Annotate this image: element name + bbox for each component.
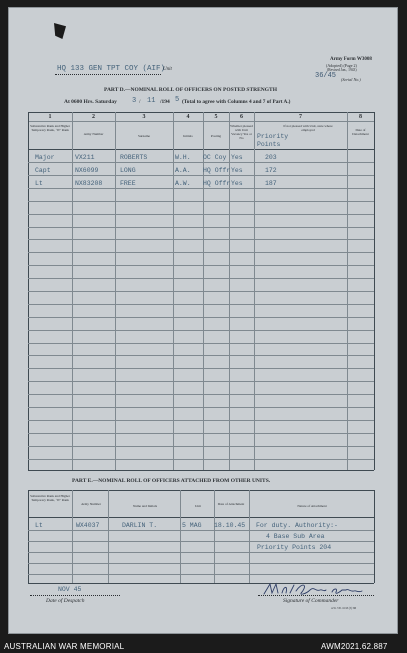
part-e-row-rule bbox=[28, 530, 374, 531]
part-d-row-rule bbox=[28, 368, 374, 369]
part-d-column-divider bbox=[374, 112, 375, 470]
row2-initials: A.A. bbox=[175, 167, 191, 174]
form-title: Army Form W3008 bbox=[330, 57, 372, 62]
part-d-row-rule bbox=[28, 459, 374, 460]
part-e-row-rule bbox=[28, 552, 374, 553]
row1-rank: Major bbox=[35, 154, 55, 161]
part-d-row-rule bbox=[28, 291, 374, 292]
form-revised: (Revised Jan., 1943) bbox=[327, 68, 357, 72]
part-d-title: PART D.—NOMINAL ROLL OF OFFICERS ON POSTED STRENGTH bbox=[104, 87, 277, 93]
e-header-nature: Nature of Attachment bbox=[297, 504, 327, 508]
part-d-note: (Total to agree with Columns 4 and 7 of Part A.) bbox=[182, 99, 291, 105]
part-d-row-rule bbox=[28, 162, 374, 163]
part-d-row-rule bbox=[28, 252, 374, 253]
remarks-typed-header-2: Points bbox=[257, 141, 281, 148]
signature-underline bbox=[258, 595, 374, 596]
e-row1-nature-3: Priority Points 204 bbox=[257, 544, 332, 551]
row2-surname: LONG bbox=[120, 167, 136, 174]
e-row1-date: 18.10.45 bbox=[214, 522, 246, 529]
part-d-row-rule bbox=[28, 330, 374, 331]
part-d-row-rule bbox=[28, 420, 374, 421]
part-d-row-rule bbox=[28, 343, 374, 344]
part-e-column-divider bbox=[28, 490, 29, 583]
e-header-date: Date of Attachment bbox=[217, 502, 245, 506]
part-d-header-border bbox=[28, 149, 374, 150]
accession-number: AWM2021.62.887 bbox=[321, 642, 388, 651]
col-header-detachment: Date of Detachment bbox=[352, 128, 369, 136]
col-header-pleased: Whether pleased with Unit Vacancy Yes or No bbox=[230, 124, 253, 140]
row1-surname: ROBERTS bbox=[120, 154, 148, 161]
part-d-row-rule bbox=[28, 381, 374, 382]
col-num-4: 4 bbox=[186, 114, 190, 120]
part-e-column-divider bbox=[72, 490, 73, 583]
part-d-day: 3 bbox=[132, 97, 137, 105]
row1-initials: W.H. bbox=[175, 154, 191, 161]
e-header-name: Name and Initials bbox=[132, 504, 158, 508]
date-sep: / bbox=[139, 99, 141, 105]
part-d-top-border bbox=[28, 112, 374, 113]
row3-remarks: 187 bbox=[265, 180, 277, 187]
col-num-3: 3 bbox=[142, 114, 146, 120]
e-row1-unit: 5 MAG bbox=[182, 522, 202, 529]
part-d-row-rule bbox=[28, 201, 374, 202]
row2-rank: Capt bbox=[35, 167, 51, 174]
e-header-number: Army Number bbox=[81, 502, 101, 506]
part-d-row-rule bbox=[28, 407, 374, 408]
despatch-value: NOV 45 bbox=[58, 586, 82, 593]
e-row1-nature-1: For duty. Authority:- bbox=[256, 522, 338, 529]
part-d-row-rule bbox=[28, 175, 374, 176]
part-d-month: 11 bbox=[147, 97, 156, 105]
col-header-surname: Surname bbox=[137, 134, 151, 138]
e-row1-number: WX4037 bbox=[76, 522, 100, 529]
col-header-initials: Initials bbox=[183, 134, 193, 138]
serial-label: (Serial No.) bbox=[341, 77, 361, 82]
unit-value: HQ 133 GEN TPT COY (AIF) bbox=[57, 65, 166, 73]
signature-label: Signature of Commander bbox=[283, 598, 339, 604]
row1-number: VX211 bbox=[75, 154, 95, 161]
despatch-label: Date of Despatch bbox=[46, 598, 85, 604]
part-d-num-border bbox=[28, 121, 374, 122]
part-e-row-rule bbox=[28, 563, 374, 564]
part-d-row-rule bbox=[28, 214, 374, 215]
part-d-row-rule bbox=[28, 394, 374, 395]
collection-name: AUSTRALIAN WAR MEMORIAL bbox=[4, 642, 125, 651]
part-d-time-prefix: At 0600 Hrs. Saturday bbox=[64, 99, 117, 105]
row1-posting: OC Coy bbox=[203, 154, 227, 161]
unit-label: Unit bbox=[163, 67, 172, 72]
e-header-unit: Unit bbox=[194, 504, 202, 508]
part-d-row-rule bbox=[28, 278, 374, 279]
part-e-column-divider bbox=[108, 490, 109, 583]
form-adopted: (Adopted) (Page 2) bbox=[326, 63, 357, 68]
part-d-year-suffix: 5 bbox=[175, 96, 180, 104]
part-d-bottom-border bbox=[28, 470, 374, 471]
row3-initials: A.W. bbox=[175, 180, 191, 187]
row3-surname: FREE bbox=[120, 180, 136, 187]
part-e-row-rule bbox=[28, 574, 374, 575]
part-e-row-rule bbox=[28, 541, 374, 542]
part-d-row-rule bbox=[28, 355, 374, 356]
col-header-army-number: Army Number bbox=[83, 132, 104, 136]
e-header-rank: Substantive Rank and Higher Temporary Rank, ‘W’ Rank bbox=[30, 494, 70, 502]
despatch-underline bbox=[30, 595, 120, 596]
part-e-title: PART E.—NOMINAL ROLL OF OFFICERS ATTACHED FROM OTHER UNITS. bbox=[72, 478, 271, 484]
col-header-rank: Substantive Rank and Higher Temporary Rank, ‘W’ Rank bbox=[30, 124, 70, 132]
col-header-remarks: If not pleased with Unit, state where employed bbox=[283, 124, 333, 132]
col-header-posting: Posting bbox=[210, 134, 222, 138]
col-num-6: 6 bbox=[240, 114, 243, 120]
part-d-row-rule bbox=[28, 446, 374, 447]
part-d-row-rule bbox=[28, 239, 374, 240]
row2-number: NX6099 bbox=[75, 167, 99, 174]
row3-number: NX83208 bbox=[75, 180, 103, 187]
part-d-row-rule bbox=[28, 317, 374, 318]
printer-code: A.W. 720. 10/43 (3) 3M bbox=[331, 607, 357, 610]
part-e-column-divider bbox=[374, 490, 375, 583]
part-d-row-rule bbox=[28, 304, 374, 305]
row2-remarks: 172 bbox=[265, 167, 277, 174]
part-d-year-prefix: /194 bbox=[160, 99, 170, 105]
row3-pleased: Yes bbox=[231, 180, 243, 187]
col-num-2: 2 bbox=[92, 114, 95, 120]
col-num-1: 1 bbox=[48, 114, 52, 120]
row1-pleased: Yes bbox=[231, 154, 243, 161]
part-d-row-rule bbox=[28, 188, 374, 189]
part-e-column-divider bbox=[180, 490, 181, 583]
part-e-top-border bbox=[28, 490, 374, 491]
row2-pleased: Yes bbox=[231, 167, 243, 174]
row2-posting: HQ Offr bbox=[203, 167, 231, 174]
e-row1-rank: Lt bbox=[35, 522, 43, 529]
e-row1-name: DARLIN T. bbox=[122, 522, 158, 529]
part-e-header-border bbox=[28, 517, 374, 518]
col-num-5: 5 bbox=[214, 114, 218, 120]
part-d-row-rule bbox=[28, 227, 374, 228]
part-e-column-divider bbox=[214, 490, 215, 583]
part-d-row-rule bbox=[28, 265, 374, 266]
col-num-8: 8 bbox=[359, 114, 362, 120]
remarks-typed-header-1: Priority bbox=[257, 133, 289, 140]
row3-rank: Lt bbox=[35, 180, 43, 187]
col-num-7: 7 bbox=[299, 114, 302, 120]
part-d-row-rule bbox=[28, 433, 374, 434]
serial-value: 36/45 bbox=[315, 72, 337, 80]
row3-posting: HQ Offr bbox=[203, 180, 231, 187]
part-e-column-divider bbox=[249, 490, 250, 583]
row1-remarks: 203 bbox=[265, 154, 277, 161]
unit-underline bbox=[55, 74, 161, 75]
e-row1-nature-2: 4 Base Sub Area bbox=[266, 533, 325, 540]
